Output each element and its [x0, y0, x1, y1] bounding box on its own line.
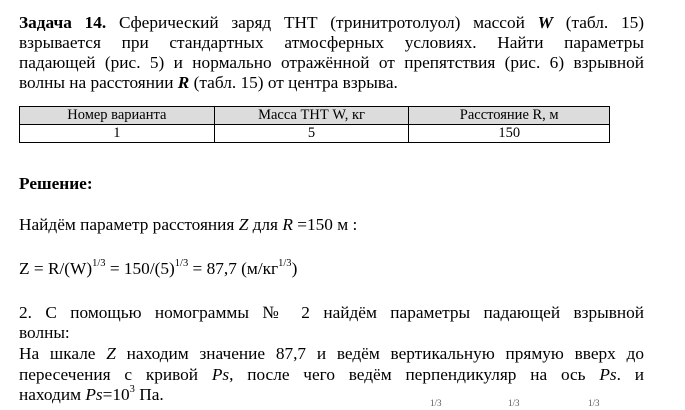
table-cell: 1 — [20, 125, 215, 143]
table-header-row — [20, 107, 610, 125]
mass-variable: W — [537, 13, 553, 32]
task-line-3: падающей (рис. 5) и нормально отражённой от препятствия (рис. 6) взрывной — [19, 53, 644, 72]
table-header-cell: Расстояние R, м — [409, 107, 610, 125]
cut-fragment: 1/3 — [430, 398, 442, 408]
task-line-2: взрывается при стандартных атмосферных условиях. Найти параметры — [19, 33, 644, 52]
task-line-4: волны на расстоянии R (табл. 15) от центра взрыва. — [19, 73, 398, 92]
variant-table — [19, 106, 610, 143]
table-row — [20, 125, 610, 143]
step2-line-5: находим $Ps=10^3$ Па. — [19, 384, 164, 404]
solution-heading: Решение: — [19, 174, 93, 193]
table-header-cell: Номер варианта — [20, 107, 215, 125]
task-label: Задача 14. — [19, 13, 107, 32]
task-line-1: Задача 14. Сферический заряд ТНТ (тринитротолуол) массой W (табл. 15) — [19, 13, 645, 32]
table-header-cell: Масса ТНТ W, кг — [214, 107, 409, 125]
distance-formula: $Z = R/(W)^{1/3} = 150/(5)^{1/3} = 87,7$ $(м/кг^{1/3})$ — [19, 258, 298, 278]
step1-text: Найдём параметр расстояния Z для R =150 м : — [19, 215, 358, 234]
step2-line-2: волны: — [19, 323, 70, 342]
distance-variable: R — [177, 73, 190, 92]
step2-line-4: пересечения с кривой Ps, после чего ведём перпендикуляр на ось Ps. и — [19, 365, 644, 384]
cut-fragment: 1/3 — [508, 398, 520, 408]
step2-line-1: 2. С помощью номограммы № 2 найдём параметры падающей взрывной — [19, 303, 644, 322]
cut-fragment: 1/3 — [588, 398, 600, 408]
table-cell: 150 — [409, 125, 610, 143]
step2-line-3: На шкале Z находим значение 87,7 и ведём вертикальную прямую вверх до — [19, 344, 644, 363]
table-cell: 5 — [214, 125, 409, 143]
